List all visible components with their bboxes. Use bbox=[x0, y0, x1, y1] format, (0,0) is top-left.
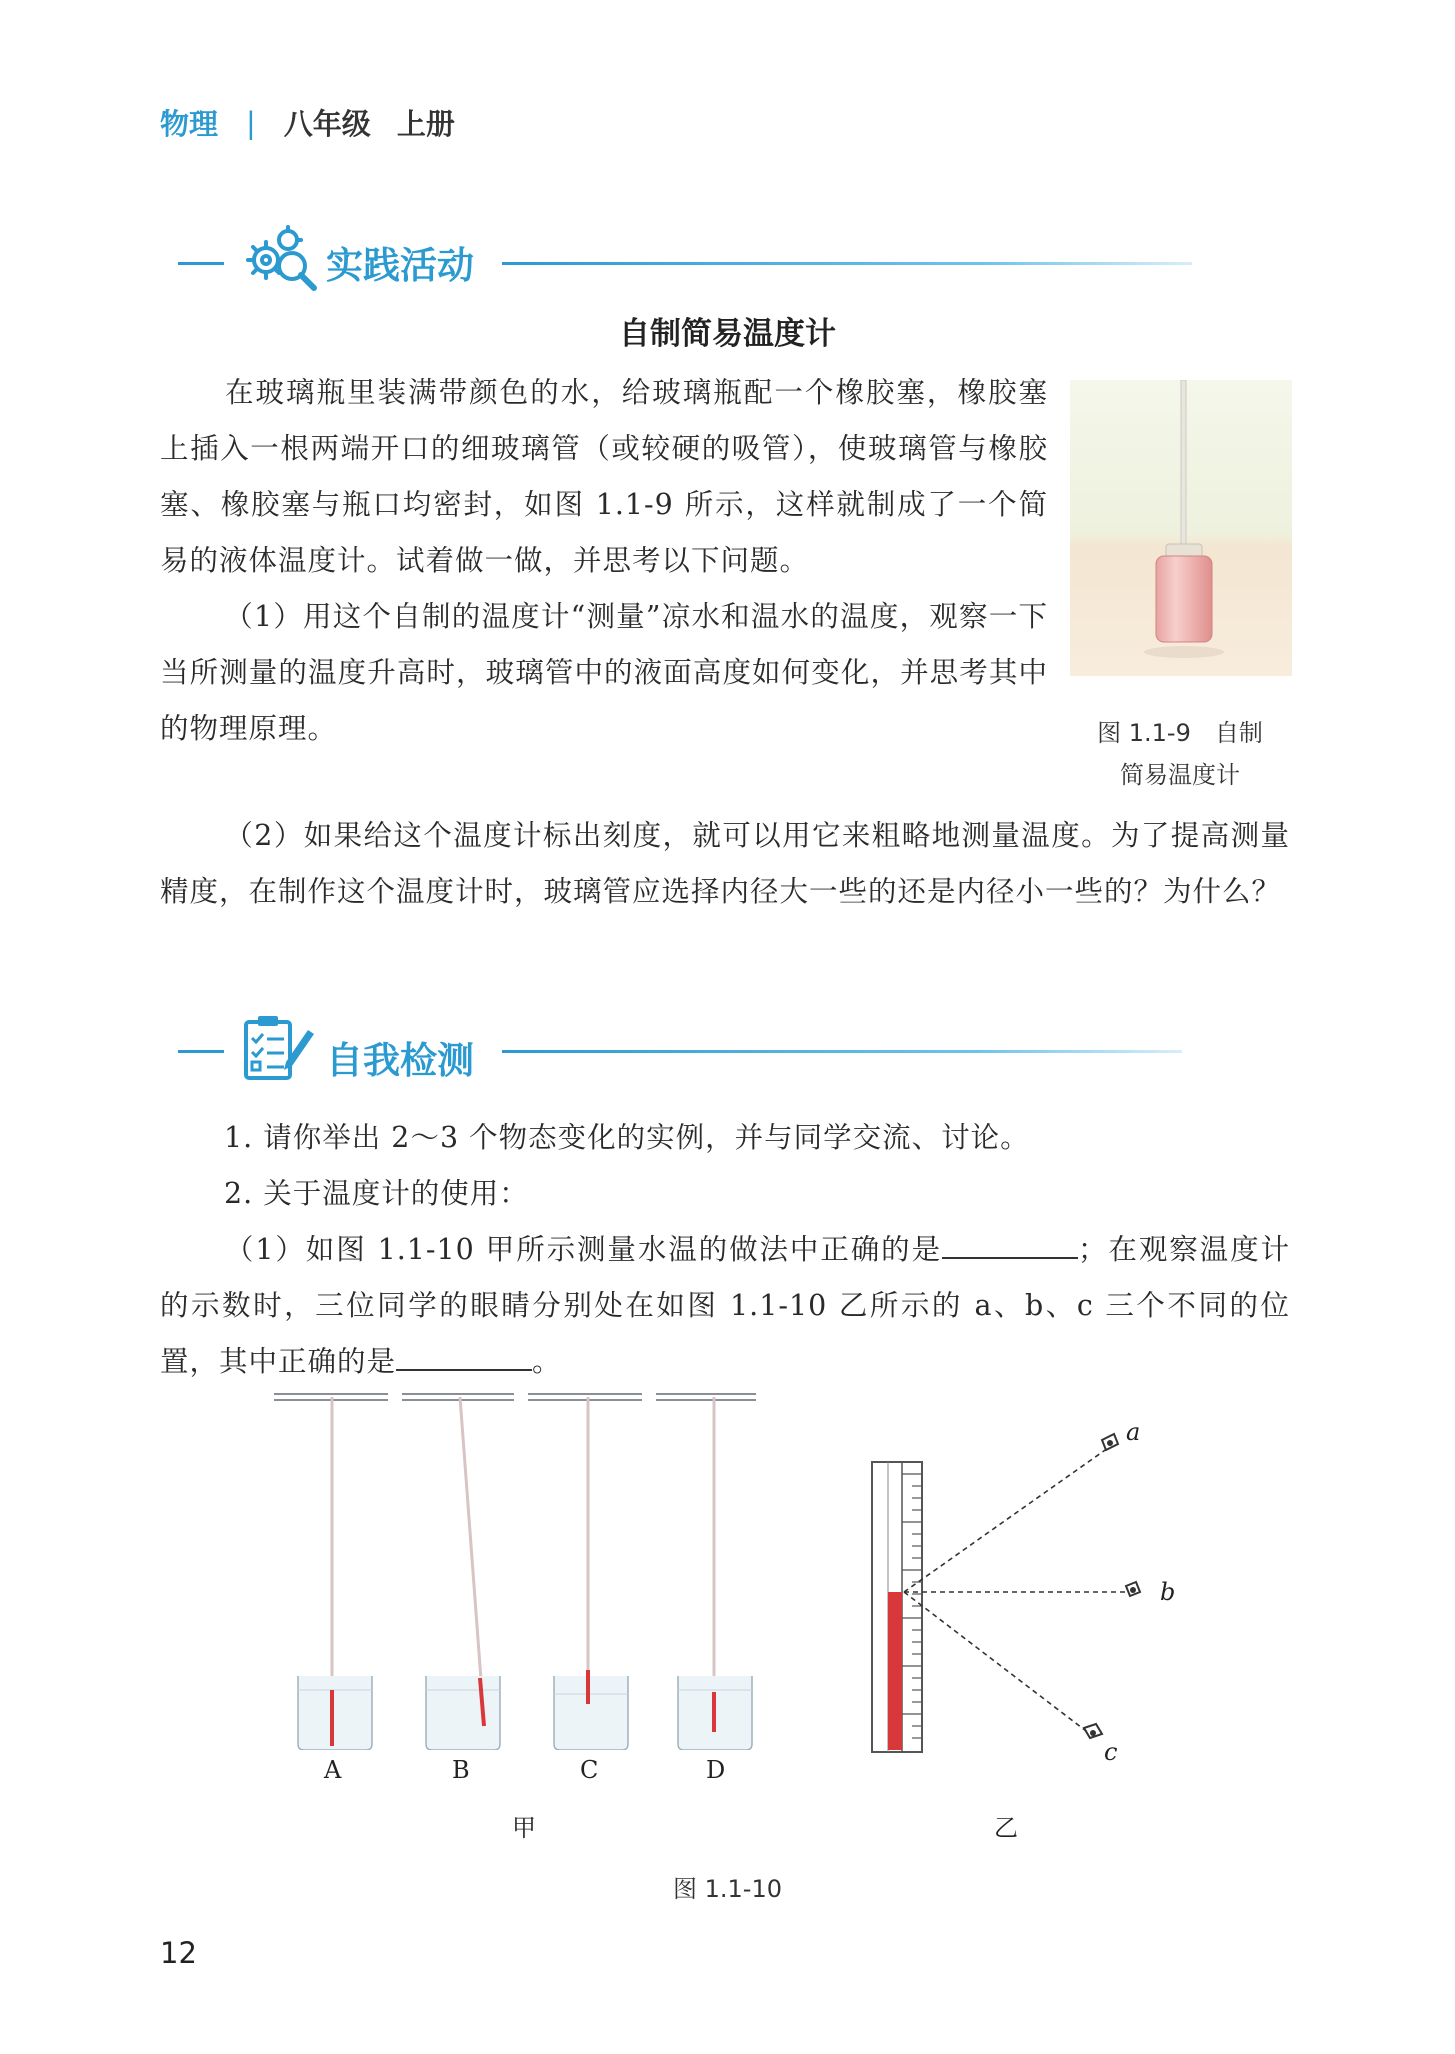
activity-paragraph bbox=[160, 365, 1048, 589]
answer-blank[interactable] bbox=[942, 1256, 1078, 1259]
figure-1-1-10-yi bbox=[840, 1410, 1180, 1770]
q2-text: 2. 关于温度计的使用： bbox=[224, 1177, 529, 1210]
section-dash bbox=[178, 262, 224, 265]
header-separator: | bbox=[246, 105, 256, 140]
question-1-text: （1）用这个自制的温度计“测量”凉水和温水的温度，观察一下当所测量的温度升高时，玻璃管中的液面高度如何变化，并思考其中的物理原理。 bbox=[160, 600, 1048, 745]
caption-line: 简易温度计 bbox=[1120, 761, 1240, 789]
figure-1-1-10-caption: 图 1.1-10 bbox=[673, 1875, 782, 1903]
beaker-a bbox=[298, 1397, 372, 1750]
liquid-column bbox=[888, 1592, 902, 1750]
eye-icon bbox=[1126, 1582, 1140, 1596]
selftest-body bbox=[160, 1110, 1290, 1390]
beaker-label-a: A bbox=[324, 1756, 342, 1784]
beaker-label-d: D bbox=[706, 1756, 726, 1784]
paragraph-text: 在玻璃瓶里装满带颜色的水，给玻璃瓶配一个橡胶塞，橡胶塞上插入一根两端开口的细玻璃管（或较硬的吸管），使玻璃管与橡胶塞、橡胶塞与瓶口均密封，如图 1.1-9 所示，这样就制成了一个简易的液体温度计。试着做一做，并思考以下问题。 bbox=[160, 376, 1048, 577]
eye-icon bbox=[1102, 1434, 1118, 1450]
header-subject: 物理 bbox=[160, 107, 219, 141]
eye-label-a: a bbox=[1126, 1418, 1141, 1446]
section-dash bbox=[178, 1050, 224, 1053]
beaker-d bbox=[678, 1397, 752, 1750]
beaker-b bbox=[426, 1397, 500, 1750]
eye-label-c: c bbox=[1104, 1738, 1118, 1766]
clipboard-checklist-icon bbox=[240, 1012, 318, 1084]
section-title-selftest: 自我检测 bbox=[326, 1039, 474, 1082]
beaker-c bbox=[554, 1397, 628, 1750]
header-volume: 上册 bbox=[396, 107, 455, 141]
activity-body bbox=[160, 365, 1048, 757]
answer-blank[interactable] bbox=[396, 1368, 532, 1371]
beaker-label-b: B bbox=[452, 1756, 470, 1784]
gears-magnifier-icon bbox=[242, 222, 322, 294]
eye-label-b: b bbox=[1160, 1578, 1176, 1606]
page-number: 12 bbox=[160, 1936, 197, 1970]
activity-question-2 bbox=[160, 808, 1290, 920]
question-2-text: （2）如果给这个温度计标出刻度，就可以用它来粗略地测量温度。为了提高测量精度，在制作这个温度计时，玻璃管应选择内径大一些的还是内径小一些的？为什么？ bbox=[160, 819, 1290, 908]
selftest-q2-1 bbox=[160, 1222, 1290, 1390]
figure-1-1-9-caption bbox=[1080, 712, 1280, 796]
header-grade: 八年级 bbox=[283, 107, 371, 141]
q2-1-end: 。 bbox=[532, 1345, 562, 1378]
q2-1-text: ；在观察温度计的示数时，三位同学的眼睛分别处在如图 1.1-10 乙所示的 a、b、c 三个不同的位置，其中正确的是 bbox=[160, 1233, 1290, 1378]
beaker-label-c: C bbox=[580, 1756, 599, 1784]
q1-text: 1. 请你举出 2～3 个物态变化的实例，并与同学交流、讨论。 bbox=[224, 1121, 1030, 1154]
running-header bbox=[160, 102, 455, 143]
selftest-q2 bbox=[160, 1166, 1290, 1222]
homemade-thermometer-photo bbox=[1070, 380, 1292, 676]
caption-line: 图 1.1-9 自制 bbox=[1097, 719, 1263, 747]
figure-label-jia: 甲 bbox=[512, 1814, 536, 1842]
eye-icon bbox=[1084, 1724, 1102, 1738]
section-rule bbox=[502, 1050, 1182, 1053]
activity-title: 自制简易温度计 bbox=[619, 316, 836, 352]
section-title-practice: 实践活动 bbox=[326, 244, 474, 287]
activity-question-1 bbox=[160, 589, 1048, 757]
q2-1-text: （1）如图 1.1-10 甲所示测量水温的做法中正确的是 bbox=[224, 1233, 942, 1266]
section-rule bbox=[502, 262, 1192, 265]
figure-label-yi: 乙 bbox=[994, 1814, 1018, 1842]
selftest-q1 bbox=[160, 1110, 1290, 1166]
figure-1-1-10-jia bbox=[270, 1390, 760, 1750]
